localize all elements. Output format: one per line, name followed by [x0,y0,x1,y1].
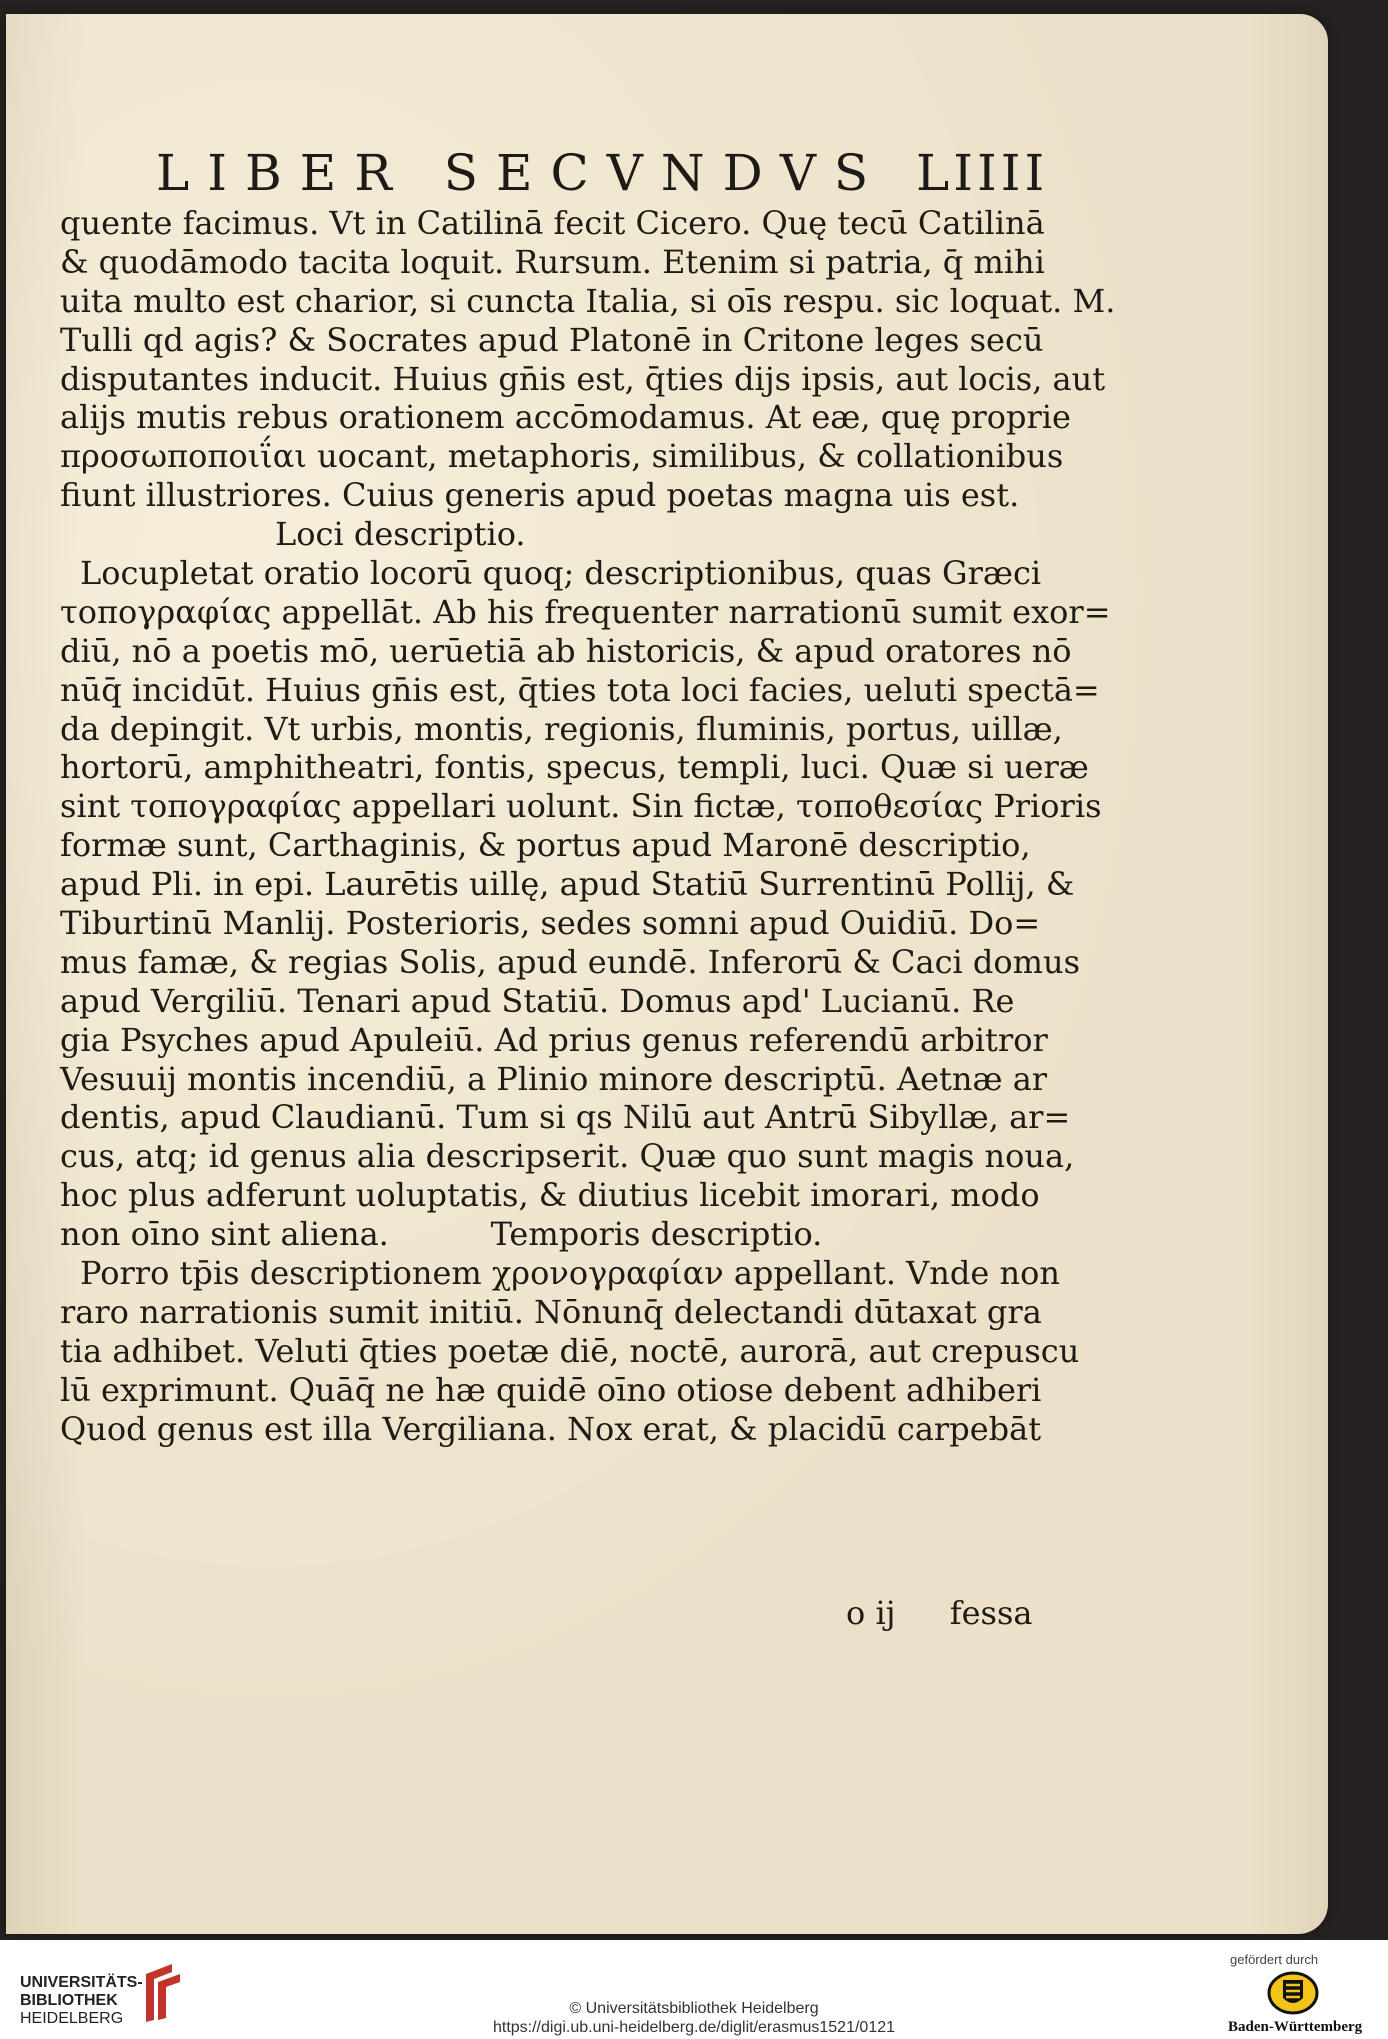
text-line: uita multo est charior, si cuncta Italia, si oīs respu. sic loquat. M. [60,281,1116,320]
library-name-line1: UNIVERSITÄTS- [20,1974,143,1991]
text-line: hoc plus adferunt uoluptatis, & diutius licebit imorari, modo [60,1176,1040,1215]
library-name-line3: HEIDELBERG [20,2010,124,2027]
viewer-footer [0,1940,1388,2039]
text-line: apud Pli. in epi. Laurētis uillę, apud Statiū Surrentinū Pollij, & [60,865,1075,904]
text-line: raro narrationis sumit initiū. Nōnunq̄ delectandi dūtaxat gra [60,1292,1042,1331]
text-line-with-heading: non oīno sint aliena. Temporis descriptio. [60,1215,823,1254]
section-heading-loci: Loci descriptio. [275,515,526,554]
copyright-notice: © Universitätsbibliothek Heidelberg [569,2000,819,2017]
text-line: diū, nō a poetis mō, uerūetiā ab historicis, & apud oratores nō [60,631,1072,670]
text-line: apud Vergiliū. Tenari apud Statiū. Domus apd' Lucianū. Re [60,981,1015,1020]
text-line: Vesuuij montis incendiū, a Plinio minore descriptū. Aetnæ ar [60,1059,1048,1098]
running-head [6,124,1328,202]
text-line: mus famæ, & regias Solis, apud eundē. Inferorū & Caci domus [60,942,1081,981]
text-line: hortorū, amphitheatri, fontis, specus, templi, luci. Quæ si ueræ [60,748,1089,787]
text-line: Tulli qd agis? & Socrates apud Platonē in Critone leges secū [60,320,1044,359]
text-line: τοπογραφίας appellāt. Ab his frequenter narrationū sumit exor= [60,592,1111,631]
catchline [846,1594,1076,1632]
running-head-title: LIBER SECVNDVS [156,144,887,202]
book-page [6,14,1328,1934]
text-line: tia adhibet. Veluti q̄ties poetæ diē, noctē, aurorā, aut crepuscu [60,1331,1080,1370]
text-line: alijs mutis rebus orationem accōmodamus. At eæ, quę proprie [60,398,1071,437]
text-line: lū exprimunt. Quāq̄ ne hæ quidē oīno otiose debent adhiberi [60,1370,1042,1409]
text-line: sint τοπογραφίας appellari uolunt. Sin fictæ, τοποθεσίας Prioris [60,787,1102,826]
text-line: Tiburtinū Manlij. Posterioris, sedes somni apud Ouidiū. Do= [60,904,1041,943]
text-line: cus, atq; id genus alia descripserit. Quæ quo sunt magis noua, [60,1137,1075,1176]
signature-mark: o ij [846,1594,896,1632]
body-text [60,204,1116,1449]
text-line: dentis, apud Claudianū. Tum si qs Nilū aut Antrū Sibyllæ, ar= [60,1098,1071,1137]
text-line: da depingit. Vt urbis, montis, regionis, fluminis, portus, uillæ, [60,709,1063,748]
text-line: fiunt illustriores. Cuius generis apud poetas magna uis est. [60,476,1020,515]
permalink-url[interactable]: https://digi.ub.uni-heidelberg.de/diglit/erasmus1521/0121 [492,2019,896,2036]
text-line: Quod genus est illa Vergiliana. Nox erat, & placidū carpebāt [60,1409,1042,1448]
catchword: fessa [949,1594,1033,1632]
text-line: nūq̄ incidūt. Huius gn̄is est, q̄ties tota loci facies, ueluti spectā= [60,670,1100,709]
text-line: formæ sunt, Carthaginis, & portus apud Maronē descriptio, [60,826,1031,865]
library-name-line2: BIBLIOTHEK [20,1992,118,2009]
funder-label: gefördert durch [1230,1952,1319,1967]
text-line: & quodāmodo tacita loquit. Rursum. Etenim si patria, q̄ mihi [60,242,1045,281]
text-line: Porro tp̄is descriptionem χρονογραφίαν appellant. Vnde non [80,1254,1060,1293]
folio-number: LIIII [916,144,1049,202]
text-line: προσωποποιΐαι uocant, metaphoris, similibus, & collationibus [60,437,1064,476]
text-line: Locupletat oratio locorū quoq; descriptionibus, quas Græci [80,554,1042,593]
text-line: disputantes inducit. Huius gn̄is est, q̄ties dijs ipsis, aut locis, aut [60,359,1106,398]
baden-wuerttemberg-seal-icon [1265,1970,1321,2016]
text-line: quente facimus. Vt in Catilinā fecit Cicero. Quę tecū Catilinā [60,204,1045,242]
funder-name: Baden-Württemberg [1228,2019,1363,2035]
text-line: gia Psyches apud Apuleiū. Ad prius genus referendū arbitror [60,1020,1048,1059]
